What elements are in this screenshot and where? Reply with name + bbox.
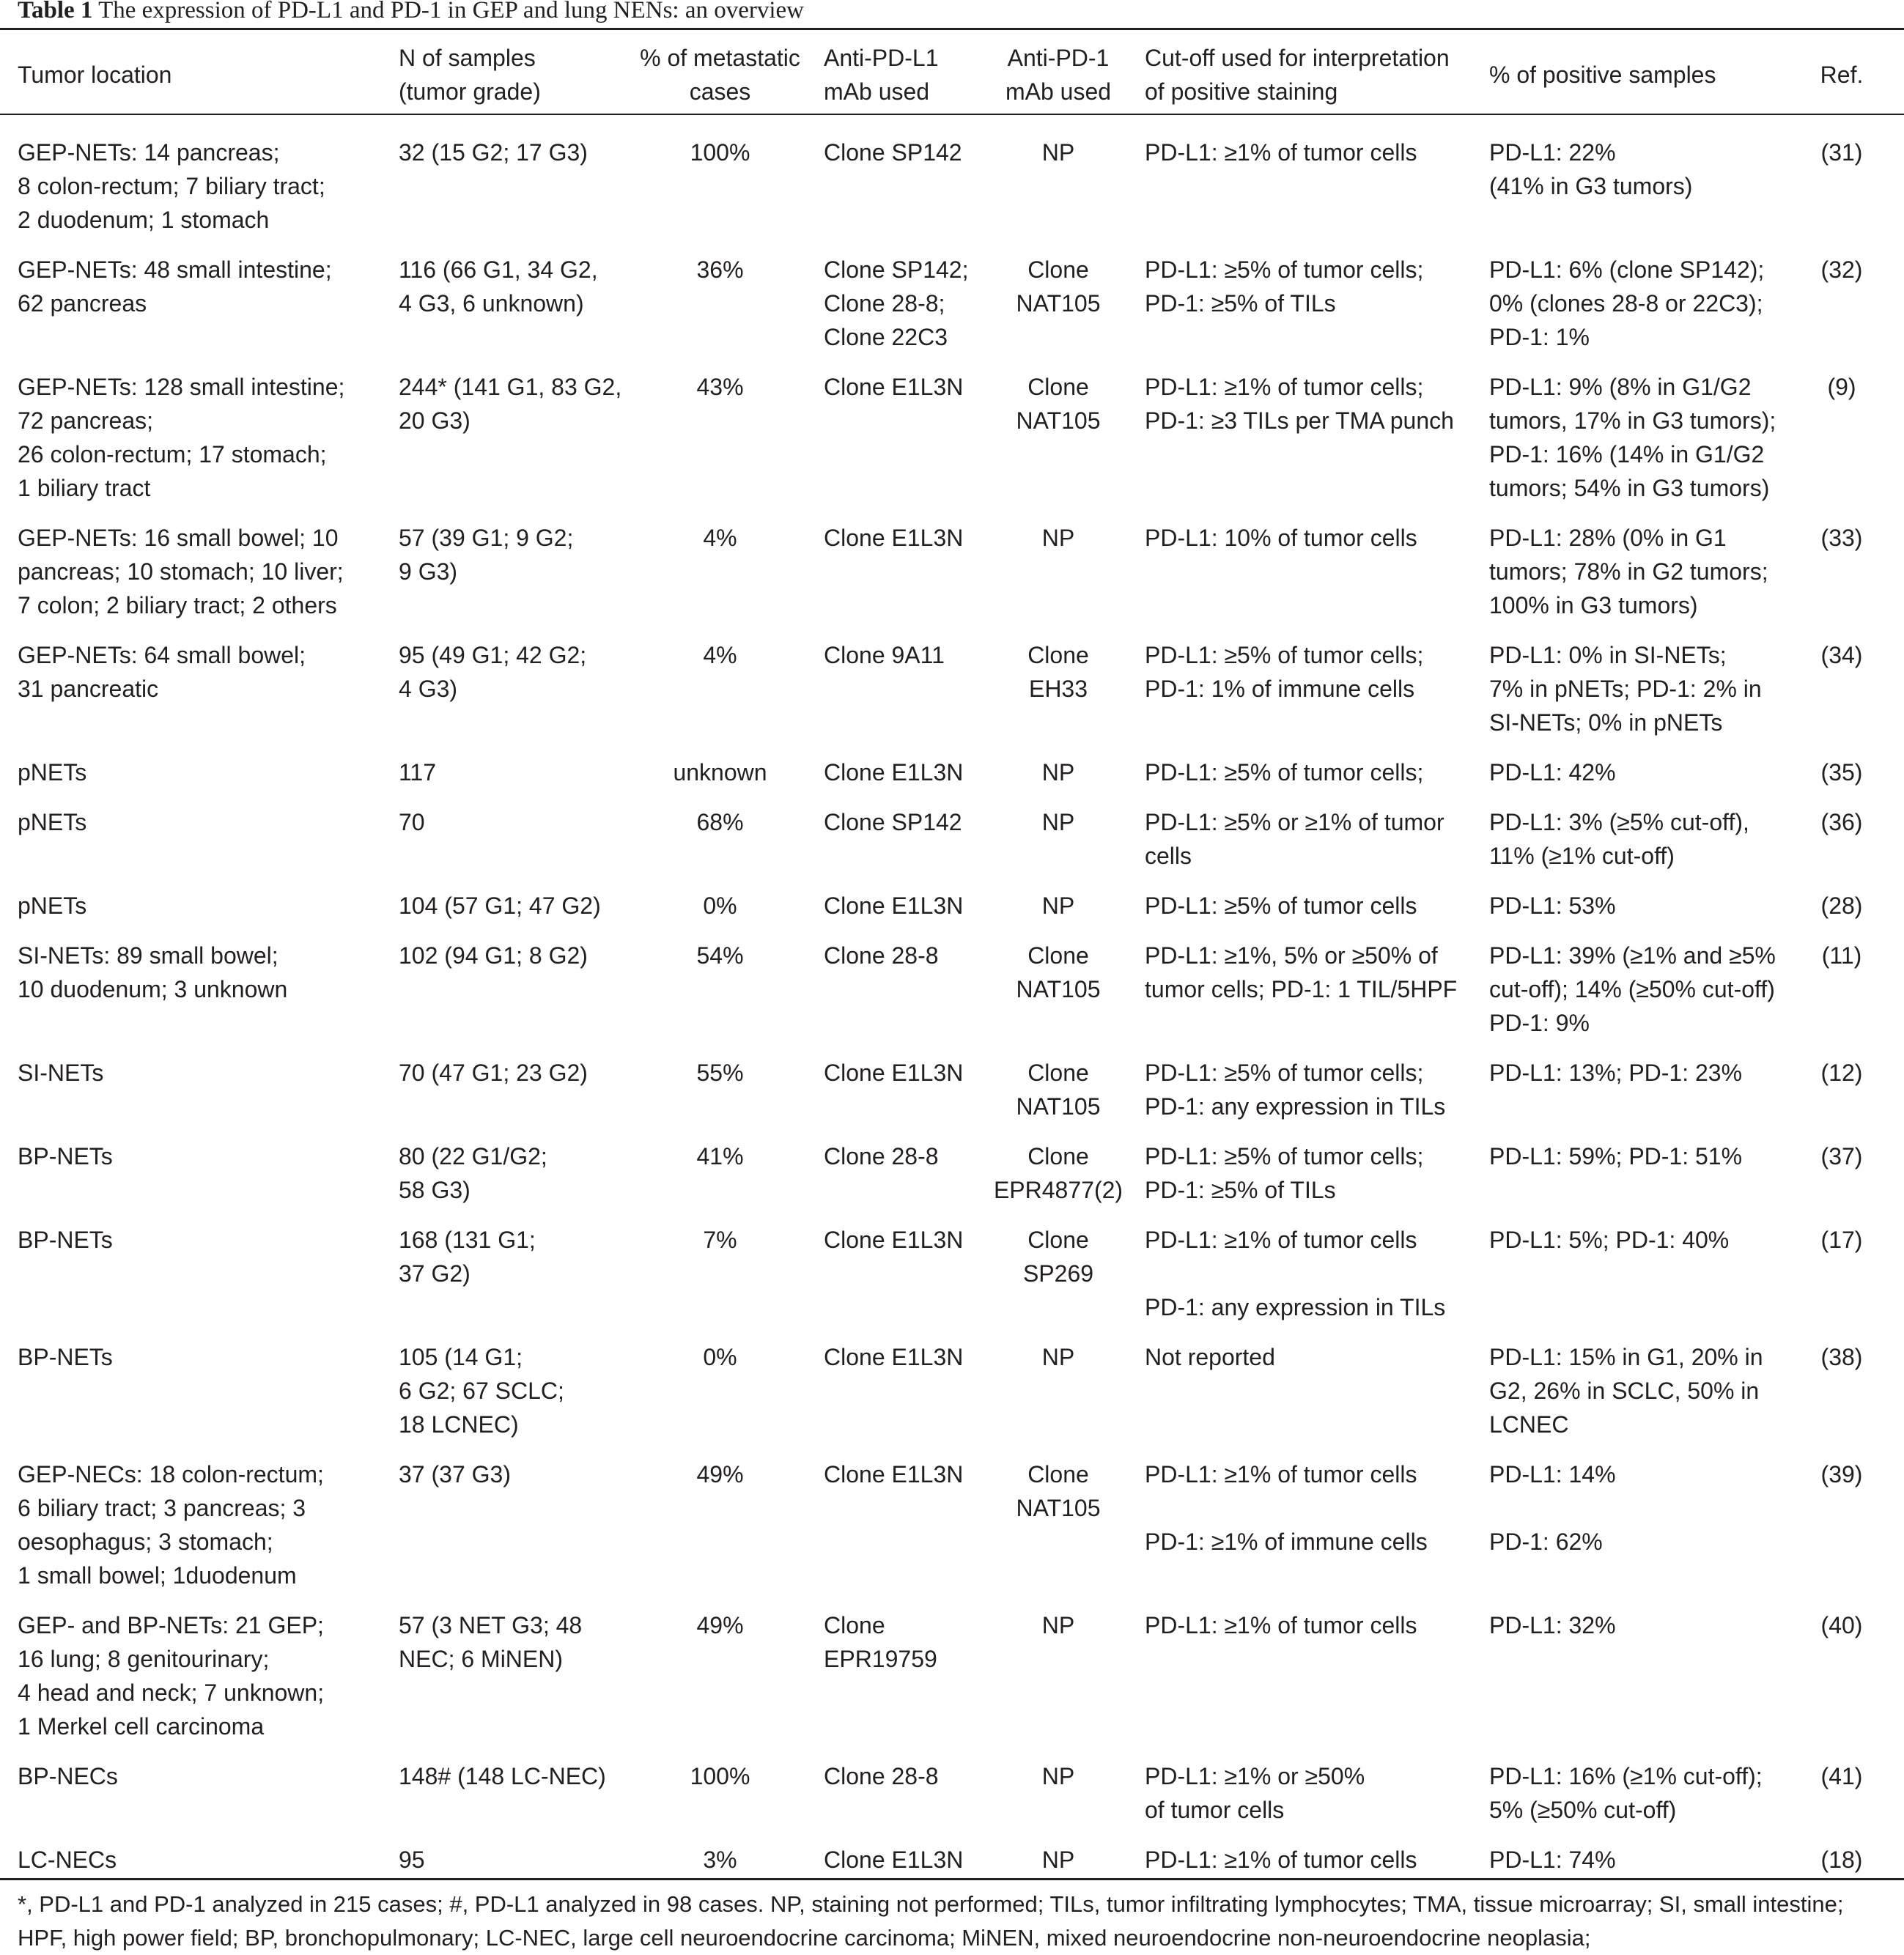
column-header-metastatic-cases: % of metastatic cases	[640, 45, 800, 105]
column-header-anti-pdl1-mab: Anti-PD-L1 mAb used	[824, 45, 939, 105]
cell-reference: (12)	[1820, 1060, 1863, 1086]
cell-cutoff: PD-L1: ≥1% of tumor cells PD-1: any expression in TILs	[1145, 1227, 1446, 1320]
cell-n-samples: 95 (49 G1; 42 G2; 4 G3)	[399, 642, 587, 702]
cell-n-samples: 57 (3 NET G3; 48 NEC; 6 MiNEN)	[399, 1612, 583, 1672]
cell-tumor-location: BP-NETs	[18, 1227, 113, 1253]
table-title	[18, 0, 804, 25]
cell-n-samples: 105 (14 G1; 6 G2; 67 SCLC; 18 LCNEC)	[399, 1344, 564, 1438]
cell-cutoff: PD-L1: ≥1% of tumor cells	[1145, 139, 1417, 166]
cell-cutoff: Not reported	[1145, 1344, 1275, 1370]
cell-tumor-location: GEP-NETs: 64 small bowel; 31 pancreatic	[18, 642, 306, 702]
cell-metastatic-cases: 7%	[703, 1227, 737, 1253]
cell-positive-samples: PD-L1: 6% (clone SP142); 0% (clones 28-8 or 22C3); PD-1: 1%	[1489, 256, 1765, 350]
table-row	[0, 1598, 1904, 1749]
cell-metastatic-cases: 43%	[696, 374, 744, 400]
cell-positive-samples: PD-L1: 59%; PD-1: 51%	[1489, 1143, 1743, 1169]
cell-cutoff: PD-L1: ≥1% or ≥50% of tumor cells	[1145, 1763, 1365, 1823]
cell-n-samples: 70 (47 G1; 23 G2)	[399, 1060, 588, 1086]
table-row	[0, 243, 1904, 360]
cell-reference: (37)	[1820, 1143, 1863, 1169]
cell-anti-pdl1-mab: Clone E1L3N	[824, 1227, 964, 1253]
cell-anti-pd1-mab: NP	[1041, 1612, 1075, 1638]
cell-positive-samples: PD-L1: 28% (0% in G1 tumors; 78% in G2 tumors; 100% in G3 tumors)	[1489, 525, 1768, 618]
cell-reference: (39)	[1820, 1461, 1863, 1488]
cell-anti-pdl1-mab: Clone E1L3N	[824, 1344, 964, 1370]
cell-cutoff: PD-L1: ≥1% of tumor cells; PD-1: ≥3 TILs per TMA punch	[1145, 374, 1454, 434]
cell-anti-pd1-mab: NP	[1041, 525, 1075, 551]
cell-reference: (34)	[1820, 642, 1863, 668]
cell-tumor-location: BP-NETs	[18, 1143, 113, 1169]
cell-reference: (33)	[1820, 525, 1863, 551]
cell-metastatic-cases: 49%	[696, 1461, 744, 1488]
column-header-reference: Ref.	[1820, 62, 1864, 88]
cell-metastatic-cases: 3%	[703, 1847, 737, 1873]
cell-anti-pd1-mab: NP	[1041, 1847, 1075, 1873]
cell-positive-samples: PD-L1: 13%; PD-1: 23%	[1489, 1060, 1743, 1086]
cell-cutoff: PD-L1: ≥5% of tumor cells; PD-1: any expression in TILs	[1145, 1060, 1446, 1120]
cell-anti-pdl1-mab: Clone SP142	[824, 139, 962, 166]
table-row	[0, 1046, 1904, 1129]
cell-tumor-location: pNETs	[18, 892, 87, 919]
cell-n-samples: 80 (22 G1/G2; 58 G3)	[399, 1143, 547, 1203]
table-row	[0, 1447, 1904, 1598]
header-row	[0, 29, 1904, 121]
cell-anti-pd1-mab: Clone NAT105	[1016, 374, 1101, 434]
cell-tumor-location: pNETs	[18, 759, 87, 786]
cell-reference: (28)	[1820, 892, 1863, 919]
cell-n-samples: 102 (94 G1; 8 G2)	[399, 942, 588, 969]
cell-tumor-location: pNETs	[18, 809, 87, 835]
cell-anti-pdl1-mab: Clone E1L3N	[824, 759, 964, 786]
cell-positive-samples: PD-L1: 74%	[1489, 1847, 1616, 1873]
cell-n-samples: 57 (39 G1; 9 G2; 9 G3)	[399, 525, 574, 585]
cell-tumor-location: SI-NETs: 89 small bowel; 10 duodenum; 3 unknown	[18, 942, 288, 1002]
cell-anti-pd1-mab: NP	[1041, 139, 1075, 166]
cell-anti-pdl1-mab: Clone 28-8	[824, 1763, 939, 1789]
cell-positive-samples: PD-L1: 0% in SI-NETs; 7% in pNETs; PD-1: 2% in SI-NETs; 0% in pNETs	[1489, 642, 1762, 736]
cell-cutoff: PD-L1: ≥1%, 5% or ≥50% of tumor cells; PD-1: 1 TIL/5HPF	[1145, 942, 1458, 1002]
cell-metastatic-cases: 68%	[696, 809, 744, 835]
cell-tumor-location: GEP-NETs: 128 small intestine; 72 pancreas; 26 colon-rectum; 17 stomach; 1 biliary tract	[18, 374, 345, 501]
cell-reference: (9)	[1827, 374, 1856, 400]
cell-reference: (11)	[1821, 942, 1862, 969]
cell-anti-pdl1-mab: Clone 28-8	[824, 942, 939, 969]
cell-anti-pdl1-mab: Clone E1L3N	[824, 1461, 964, 1488]
cell-reference: (41)	[1820, 1763, 1863, 1789]
cell-anti-pd1-mab: NP	[1041, 892, 1075, 919]
cell-anti-pd1-mab: NP	[1041, 1763, 1075, 1789]
cell-metastatic-cases: 100%	[690, 139, 750, 166]
cell-tumor-location: GEP-NETs: 48 small intestine; 62 pancreas	[18, 256, 332, 317]
table-label: Table 1	[18, 0, 93, 23]
cell-anti-pdl1-mab: Clone E1L3N	[824, 892, 964, 919]
cell-reference: (17)	[1820, 1227, 1863, 1253]
table-body	[0, 121, 1904, 1882]
cell-metastatic-cases: 41%	[696, 1143, 744, 1169]
table-header	[0, 29, 1904, 121]
cell-reference: (36)	[1820, 809, 1863, 835]
cell-anti-pdl1-mab: Clone EPR19759	[824, 1612, 937, 1672]
cell-positive-samples: PD-L1: 16% (≥1% cut-off); 5% (≥50% cut-off)	[1489, 1763, 1763, 1823]
cell-reference: (38)	[1820, 1344, 1863, 1370]
cell-reference: (18)	[1820, 1847, 1863, 1873]
cell-tumor-location: GEP-NETs: 16 small bowel; 10 pancreas; 10 stomach; 10 liver; 7 colon; 2 biliary tract; 2 others	[18, 525, 344, 618]
cell-metastatic-cases: 4%	[703, 642, 737, 668]
cell-metastatic-cases: 54%	[696, 942, 744, 969]
cell-cutoff: PD-L1: ≥5% or ≥1% of tumor cells	[1145, 809, 1444, 869]
table-row	[0, 1129, 1904, 1213]
table-row	[0, 121, 1904, 243]
cell-anti-pdl1-mab: Clone 9A11	[824, 642, 945, 668]
cell-positive-samples: PD-L1: 32%	[1489, 1612, 1616, 1638]
cell-cutoff: PD-L1: 10% of tumor cells	[1145, 525, 1417, 551]
table-row	[0, 1330, 1904, 1447]
cell-positive-samples: PD-L1: 14% PD-1: 62%	[1489, 1461, 1616, 1555]
cell-cutoff: PD-L1: ≥5% of tumor cells; PD-1: ≥5% of TILs	[1145, 1143, 1424, 1203]
cell-tumor-location: GEP-NETs: 14 pancreas; 8 colon-rectum; 7 biliary tract; 2 duodenum; 1 stomach	[18, 139, 325, 233]
cell-tumor-location: LC-NECs	[18, 1847, 117, 1873]
table-row	[0, 628, 1904, 745]
cell-reference: (31)	[1820, 139, 1863, 166]
cell-metastatic-cases: 0%	[703, 1344, 737, 1370]
cell-metastatic-cases: 36%	[696, 256, 744, 283]
cell-cutoff: PD-L1: ≥1% of tumor cells PD-1: ≥1% of immune cells	[1145, 1461, 1428, 1555]
cell-anti-pd1-mab: Clone NAT105	[1016, 1461, 1101, 1521]
cell-anti-pd1-mab: NP	[1041, 1344, 1075, 1370]
cell-anti-pd1-mab: Clone NAT105	[1016, 942, 1101, 1002]
cell-anti-pd1-mab: Clone NAT105	[1016, 1060, 1101, 1120]
cell-n-samples: 116 (66 G1, 34 G2, 4 G3, 6 unknown)	[399, 256, 598, 317]
table-row	[0, 1213, 1904, 1330]
cell-n-samples: 148# (148 LC-NEC)	[399, 1763, 606, 1789]
cell-cutoff: PD-L1: ≥5% of tumor cells	[1145, 892, 1417, 919]
table-row	[0, 928, 1904, 1046]
cell-tumor-location: GEP-NECs: 18 colon-rectum; 6 biliary tract; 3 pancreas; 3 oesophagus; 3 stomach; 1 small bowel; 1duodenum	[18, 1461, 324, 1589]
cell-positive-samples: PD-L1: 15% in G1, 20% in G2, 26% in SCLC, 50% in LCNEC	[1489, 1344, 1763, 1438]
cell-n-samples: 32 (15 G2; 17 G3)	[399, 139, 588, 166]
cell-reference: (35)	[1820, 759, 1863, 786]
cell-cutoff: PD-L1: ≥1% of tumor cells	[1145, 1847, 1417, 1873]
cell-anti-pd1-mab: Clone NAT105	[1016, 256, 1101, 317]
cell-metastatic-cases: 4%	[703, 525, 737, 551]
cell-metastatic-cases: 49%	[696, 1612, 744, 1638]
table-row	[0, 1749, 1904, 1833]
data-table	[0, 29, 1904, 1882]
cell-cutoff: PD-L1: ≥5% of tumor cells; PD-1: 1% of immune cells	[1145, 642, 1424, 702]
table-row	[0, 795, 1904, 879]
column-header-positive-samples: % of positive samples	[1489, 62, 1716, 88]
cell-positive-samples: PD-L1: 22% (41% in G3 tumors)	[1489, 139, 1693, 199]
cell-cutoff: PD-L1: ≥5% of tumor cells; PD-1: ≥5% of TILs	[1145, 256, 1424, 317]
table-row	[0, 360, 1904, 511]
cell-metastatic-cases: 100%	[690, 1763, 750, 1789]
cell-cutoff: PD-L1: ≥1% of tumor cells	[1145, 1612, 1417, 1638]
cell-positive-samples: PD-L1: 5%; PD-1: 40%	[1489, 1227, 1730, 1253]
cell-anti-pdl1-mab: Clone E1L3N	[824, 1060, 964, 1086]
cell-tumor-location: BP-NETs	[18, 1344, 113, 1370]
column-header-tumor-location: Tumor location	[18, 62, 172, 88]
cell-positive-samples: PD-L1: 3% (≥5% cut-off), 11% (≥1% cut-off)	[1489, 809, 1749, 869]
cell-n-samples: 70	[399, 809, 425, 835]
cell-anti-pdl1-mab: Clone E1L3N	[824, 1847, 964, 1873]
table-caption: The expression of PD-L1 and PD-1 in GEP and lung NENs: an overview	[98, 0, 805, 23]
table-row	[0, 745, 1904, 795]
cell-reference: (32)	[1820, 256, 1863, 283]
cell-positive-samples: PD-L1: 39% (≥1% and ≥5% cut-off); 14% (≥50% cut-off) PD-1: 9%	[1489, 942, 1776, 1036]
column-header-anti-pd1-mab: Anti-PD-1 mAb used	[1005, 45, 1112, 105]
cell-metastatic-cases: 55%	[696, 1060, 744, 1086]
cell-tumor-location: SI-NETs	[18, 1060, 104, 1086]
table-row	[0, 1833, 1904, 1882]
cell-tumor-location: BP-NECs	[18, 1763, 118, 1789]
cell-positive-samples: PD-L1: 42%	[1489, 759, 1616, 786]
cell-anti-pd1-mab: Clone EH33	[1027, 642, 1089, 702]
cell-positive-samples: PD-L1: 53%	[1489, 892, 1616, 919]
table-row	[0, 879, 1904, 928]
cell-tumor-location: GEP- and BP-NETs: 21 GEP; 16 lung; 8 genitourinary; 4 head and neck; 7 unknown; 1 Merkel cell carcinoma	[18, 1612, 325, 1740]
cell-anti-pd1-mab: NP	[1041, 809, 1075, 835]
cell-anti-pdl1-mab: Clone 28-8	[824, 1143, 939, 1169]
cell-n-samples: 37 (37 G3)	[399, 1461, 511, 1488]
cell-anti-pdl1-mab: Clone SP142	[824, 809, 962, 835]
cell-reference: (40)	[1820, 1612, 1863, 1638]
cell-n-samples: 95	[399, 1847, 425, 1873]
cell-n-samples: 104 (57 G1; 47 G2)	[399, 892, 601, 919]
cell-n-samples: 168 (131 G1; 37 G2)	[399, 1227, 536, 1287]
cell-anti-pdl1-mab: Clone SP142; Clone 28-8; Clone 22C3	[824, 256, 969, 350]
table-footnote: *, PD-L1 and PD-1 analyzed in 215 cases; #, PD-L1 analyzed in 98 cases. NP, staining not performed; TILs, tumor infiltrating lymphocytes; TMA, tissue microarray; SI, small intestine; HPF, high power field; BP, bronchopulmonary; LC-NEC, large cell neuroendocrine carcinoma; MiNEN, mixed neuroendocrine non-neuroendocrine neoplasia;	[18, 1891, 1844, 1951]
cell-metastatic-cases: 0%	[703, 892, 737, 919]
table-row	[0, 511, 1904, 628]
cell-anti-pd1-mab: NP	[1041, 759, 1075, 786]
cell-anti-pd1-mab: Clone SP269	[1022, 1227, 1094, 1287]
cell-anti-pd1-mab: Clone EPR4877(2)	[993, 1143, 1123, 1203]
cell-anti-pdl1-mab: Clone E1L3N	[824, 525, 964, 551]
cell-metastatic-cases: unknown	[673, 759, 767, 786]
column-header-n-samples: N of samples (tumor grade)	[399, 45, 541, 105]
cell-n-samples: 244* (141 G1, 83 G2, 20 G3)	[399, 374, 622, 434]
cell-anti-pdl1-mab: Clone E1L3N	[824, 374, 964, 400]
cell-positive-samples: PD-L1: 9% (8% in G1/G2 tumors, 17% in G3 tumors); PD-1: 16% (14% in G1/G2 tumors; 54% in G3 tumors)	[1489, 374, 1776, 501]
cell-n-samples: 117	[399, 759, 437, 786]
cell-cutoff: PD-L1: ≥5% of tumor cells;	[1145, 759, 1424, 786]
column-header-cutoff: Cut-off used for interpretation of positive staining	[1145, 45, 1450, 105]
